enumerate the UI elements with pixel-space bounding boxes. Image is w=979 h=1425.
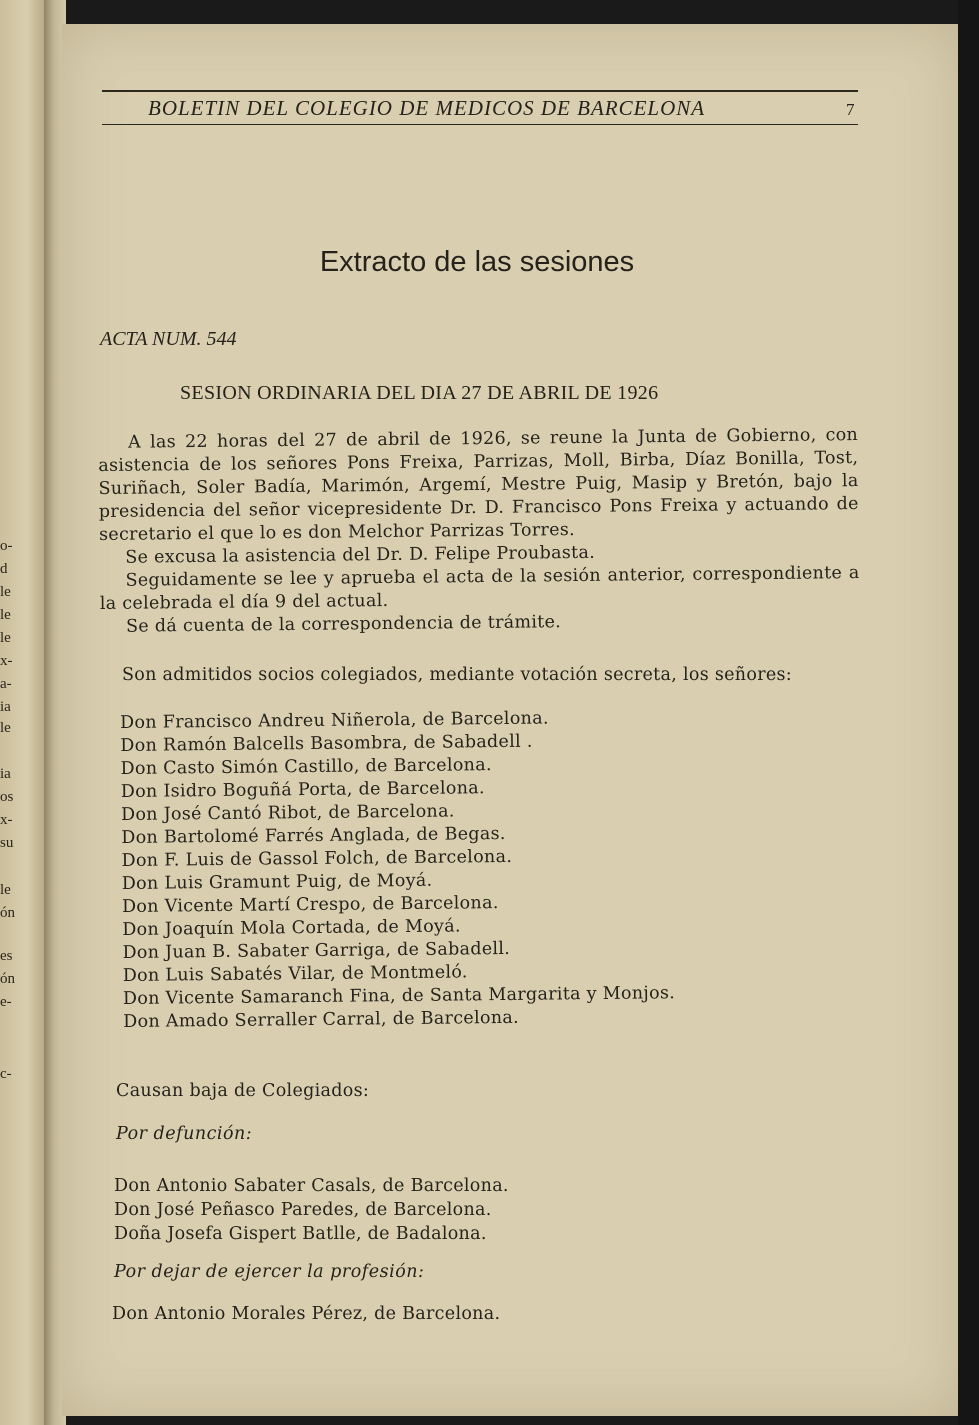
left-fragment: a- bbox=[0, 676, 12, 692]
list-item: Don Francisco Andreu Niñerola, de Barcelona. bbox=[120, 708, 549, 733]
list-item: Don Casto Simón Castillo, de Barcelona. bbox=[120, 755, 492, 779]
left-fragment: ón bbox=[0, 905, 15, 921]
list-item: Don F. Luis de Gassol Folch, de Barcelona. bbox=[121, 846, 513, 871]
section-title: Extracto de las sesiones bbox=[319, 246, 635, 278]
list-item: Don Ramón Balcells Basombra, de Sabadell . bbox=[120, 731, 533, 756]
list-item: Don Luis Gramunt Puig, de Moyá. bbox=[121, 870, 433, 894]
left-fragment: le bbox=[0, 720, 11, 736]
admitted-members-list bbox=[120, 706, 675, 1034]
header-rule bbox=[102, 124, 858, 125]
intro-paragraph: Se excusa la asistencia del Dr. D. Felipe Proubasta. bbox=[125, 542, 596, 568]
por-defuncion-heading: Por defunción: bbox=[116, 1124, 253, 1144]
left-fragment: os bbox=[0, 789, 14, 805]
header-rule bbox=[102, 90, 858, 92]
left-page-edge bbox=[0, 0, 44, 1425]
left-fragment: le bbox=[0, 630, 11, 646]
left-fragment: ia bbox=[0, 699, 11, 715]
list-item: Don Vicente Martí Crespo, de Barcelona. bbox=[121, 893, 499, 917]
admitted-intro: Son admitidos socios colegiados, mediante votación secreta, los señores: bbox=[122, 665, 792, 685]
list-item: Don Vicente Samaranch Fina, de Santa Margarita y Monjos. bbox=[122, 983, 676, 1009]
list-item: Don Luis Sabatés Vilar, de Montmeló. bbox=[122, 962, 468, 986]
left-fragment: es bbox=[0, 948, 13, 964]
left-fragment: c- bbox=[0, 1066, 12, 1082]
list-item: Don Antonio Morales Pérez, de Barcelona. bbox=[112, 1304, 501, 1324]
list-item: Don Joaquín Mola Cortada, de Moyá. bbox=[122, 916, 461, 940]
list-item: Don Antonio Sabater Casals, de Barcelona. bbox=[114, 1176, 509, 1196]
left-fragment: le bbox=[0, 607, 11, 623]
por-dejar-heading: Por dejar de ejercer la profesión: bbox=[114, 1262, 425, 1282]
session-title: SESION ORDINARIA DEL DIA 27 DE ABRIL DE 1926 bbox=[180, 382, 659, 404]
acta-number: ACTA NUM. 544 bbox=[100, 328, 237, 350]
document-page bbox=[62, 24, 958, 1416]
left-fragment: le bbox=[0, 584, 11, 600]
left-fragment: x- bbox=[0, 653, 13, 669]
left-fragment: e- bbox=[0, 994, 12, 1010]
running-head: BOLETIN DEL COLEGIO DE MEDICOS DE BARCELONA bbox=[148, 96, 706, 120]
left-fragment: ia bbox=[0, 766, 11, 782]
list-item: Don Amado Serraller Carral, de Barcelona. bbox=[123, 1007, 520, 1032]
intro-section bbox=[98, 424, 860, 639]
intro-paragraph: A las 22 horas del 27 de abril de 1926, se reune la Junta de Gobierno, con asistencia de los señores Pons Freixa, Parrizas, Moll, Birba, Díaz Bonilla, Tost, Suriñach, Soler Badía, Marimón, Argemí, Mestre Puig, Masip y Bretón, bajo la presidencia del señor vicepresidente Dr. D. Francisco Pons Freixa y actuando de secretario el que lo es don Melchor Parrizas Torres. bbox=[98, 425, 859, 545]
left-fragment: o- bbox=[0, 538, 13, 554]
scan-border bbox=[958, 0, 979, 1425]
left-fragment: ón bbox=[0, 971, 15, 987]
causan-baja-heading: Causan baja de Colegiados: bbox=[116, 1081, 370, 1101]
intro-paragraph: Se dá cuenta de la correspondencia de trámite. bbox=[125, 612, 562, 637]
left-fragment: x- bbox=[0, 812, 13, 828]
intro-paragraph: Seguidamente se lee y aprueba el acta de la sesión anterior, correspondiente a la celebrada el día 9 del actual. bbox=[99, 563, 860, 614]
deceased-list bbox=[114, 1174, 509, 1246]
left-fragment: le bbox=[0, 882, 11, 898]
list-item: Don Isidro Boguñá Porta, de Barcelona. bbox=[120, 778, 485, 802]
page-number: 7 bbox=[846, 100, 855, 119]
list-item: Don Juan B. Sabater Garriga, de Sabadell. bbox=[122, 938, 511, 963]
list-item: Doña Josefa Gispert Batlle, de Badalona. bbox=[114, 1224, 487, 1244]
list-item: Don José Peñasco Paredes, de Barcelona. bbox=[114, 1200, 492, 1220]
list-item: Don José Cantó Ribot, de Barcelona. bbox=[120, 801, 455, 825]
left-fragment: su bbox=[0, 835, 14, 851]
list-item: Don Bartolomé Farrés Anglada, de Begas. bbox=[121, 823, 506, 848]
left-fragment: d bbox=[0, 561, 8, 577]
